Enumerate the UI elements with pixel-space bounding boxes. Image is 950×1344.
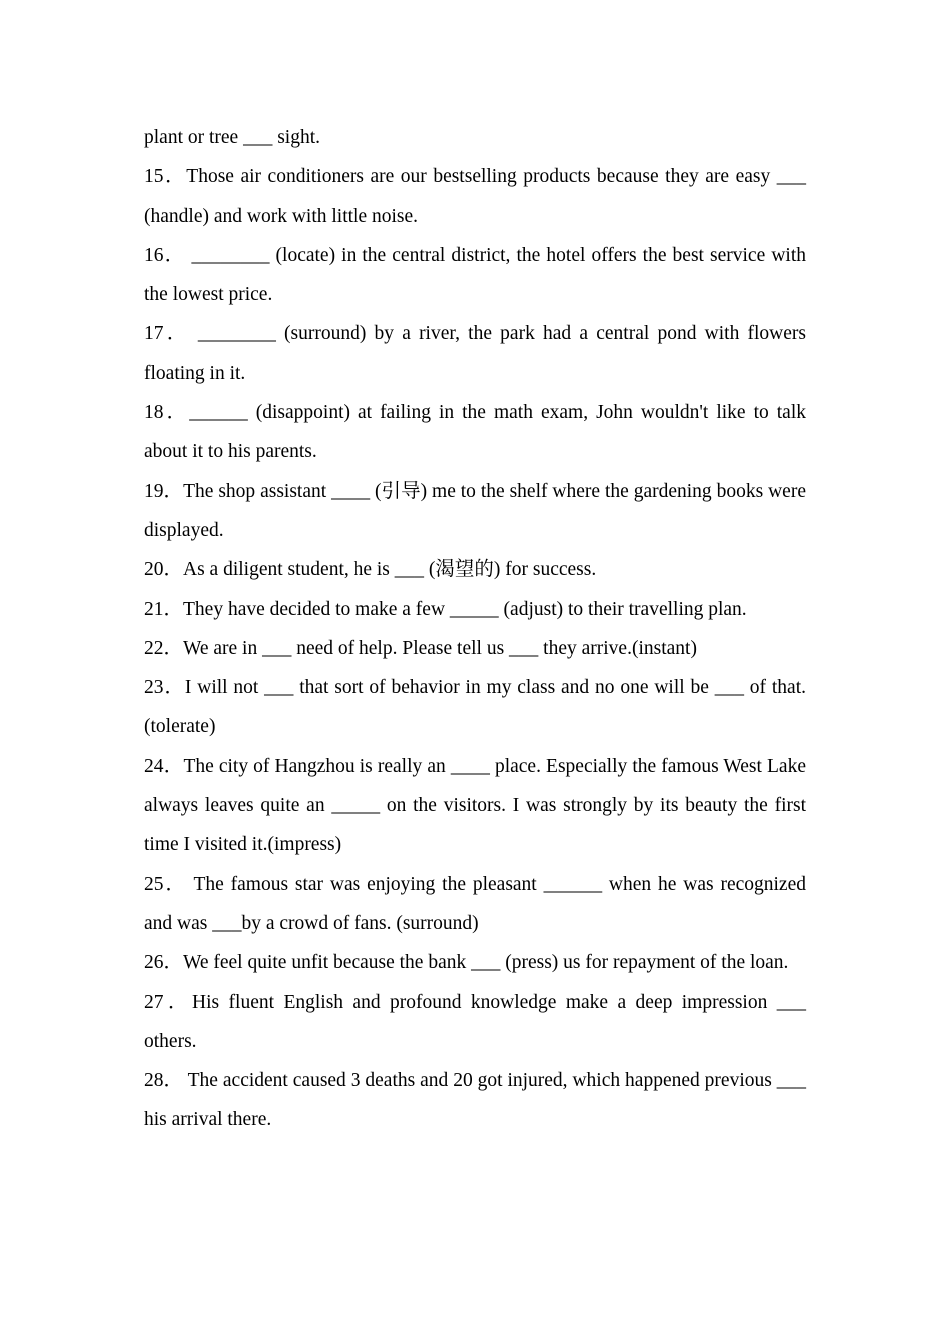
question-24: 24．The city of Hangzhou is really an ____ place. Especially the famous West Lake always leaves quite an _____ on the visitors. I was strongly by its beauty the first time I visited it.(impress) bbox=[144, 755, 806, 856]
question-27: 27．His fluent English and profound knowledge make a deep impression ___ others. bbox=[144, 991, 806, 1052]
question-19: 19．The shop assistant ____ (引导) me to the shelf where the gardening books were displayed. bbox=[144, 480, 806, 541]
question-14-continuation: plant or tree ___ sight. bbox=[144, 127, 321, 148]
question-22: 22．We are in ___ need of help. Please tell us ___ they arrive.(instant) bbox=[144, 637, 697, 659]
question-15: 15．Those air conditioners are our bestselling products because they are easy ___ (handle) and work with little noise. bbox=[144, 166, 806, 227]
question-21: 21．They have decided to make a few _____ (adjust) to their travelling plan. bbox=[144, 598, 747, 620]
question-25: 25． The famous star was enjoying the pleasant ______ when he was recognized and was ___by a crowd of fans. (surround) bbox=[144, 873, 806, 934]
question-23: 23．I will not ___ that sort of behavior in my class and no one will be ___ of that.(tolerate) bbox=[144, 677, 806, 738]
question-18: 18．______ (disappoint) at failing in the math exam, John wouldn't like to talk about it to his parents. bbox=[144, 402, 806, 463]
question-16: 16． ________ (locate) in the central district, the hotel offers the best service with the lowest price. bbox=[144, 244, 806, 306]
question-26: 26．We feel quite unfit because the bank ___ (press) us for repayment of the loan. bbox=[144, 952, 789, 974]
question-20: 20．As a diligent student, he is ___ (渴望的) for success. bbox=[144, 559, 597, 581]
question-17: 17． ________ (surround) by a river, the park had a central pond with flowers floating in it. bbox=[144, 323, 806, 384]
document-page bbox=[144, 118, 806, 1140]
question-28: 28． The accident caused 3 deaths and 20 got injured, which happened previous ___ his arrival there. bbox=[144, 1070, 806, 1131]
